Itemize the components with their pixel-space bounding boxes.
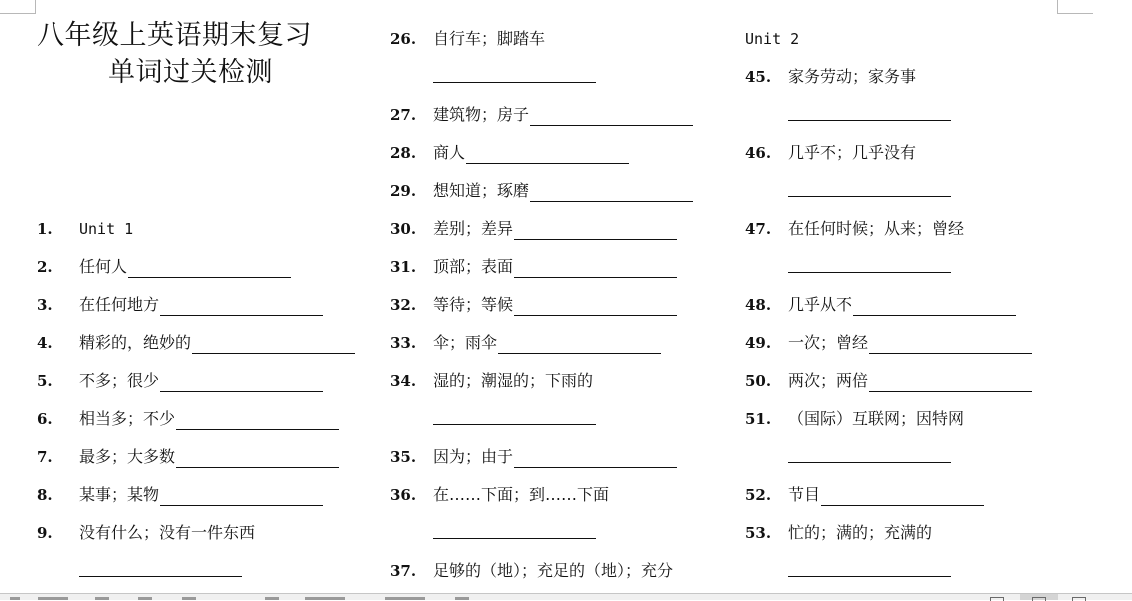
item-number: 32.: [390, 296, 417, 314]
web-layout-button[interactable]: [1060, 594, 1096, 600]
item-prompt-text: 忙的；满的；充满的: [788, 523, 933, 542]
item-prompt-text: 商人: [433, 143, 466, 162]
answer-blank[interactable]: [530, 185, 693, 202]
item-number: 27.: [390, 106, 417, 124]
unit-heading-label: [79, 218, 133, 240]
item-prompt-text: 湿的；潮湿的；下雨的: [433, 371, 594, 390]
item-prompt: [788, 484, 984, 506]
item-prompt-text: 任何人: [79, 257, 128, 276]
answer-blank[interactable]: [853, 299, 1016, 316]
item-prompt: [788, 294, 1016, 316]
item-prompt-text: 等待；等候: [433, 295, 514, 314]
item-number: 31.: [390, 258, 417, 276]
item-number: 37.: [390, 562, 417, 580]
answer-blank[interactable]: [433, 82, 596, 83]
item-prompt: [788, 218, 964, 240]
item-prompt-text: 因为；由于: [433, 447, 514, 466]
item-prompt-text: 在任何时候；从来；曾经: [788, 219, 965, 238]
answer-blank[interactable]: [466, 147, 629, 164]
item-prompt-text: （国际）互联网；因特网: [788, 409, 965, 428]
item-prompt: [79, 332, 355, 354]
item-prompt: [788, 332, 1032, 354]
item-prompt: [433, 370, 593, 392]
item-number: 53.: [745, 524, 772, 542]
answer-blank[interactable]: [530, 109, 693, 126]
item-prompt: [433, 180, 693, 202]
crop-mark-top-left-v: [35, 0, 36, 14]
item-prompt: [433, 218, 677, 240]
answer-blank[interactable]: [192, 337, 355, 354]
item-prompt-text: 建筑物；房子: [433, 105, 530, 124]
answer-blank[interactable]: [176, 413, 339, 430]
answer-blank[interactable]: [869, 375, 1032, 392]
item-prompt: [79, 522, 255, 544]
item-prompt: [433, 332, 661, 354]
answer-blank[interactable]: [433, 424, 596, 425]
item-number: 6.: [37, 410, 53, 428]
item-prompt-text: 足够的（地）；充足的（地）；充分: [433, 561, 674, 580]
print-layout-button[interactable]: [1020, 594, 1058, 600]
item-number: 29.: [390, 182, 417, 200]
item-prompt: [79, 484, 323, 506]
answer-blank[interactable]: [821, 489, 984, 506]
item-prompt: [79, 370, 323, 392]
item-number: 35.: [390, 448, 417, 466]
item-number: 47.: [745, 220, 772, 238]
read-mode-icon: [990, 597, 1004, 601]
item-prompt: [433, 484, 609, 506]
item-number: 36.: [390, 486, 417, 504]
item-number: 49.: [745, 334, 772, 352]
item-prompt: [79, 294, 323, 316]
item-prompt-text: 家务劳动；家务事: [788, 67, 917, 86]
item-number: 9.: [37, 524, 53, 542]
answer-blank[interactable]: [514, 451, 677, 468]
item-number: 1.: [37, 220, 53, 238]
item-prompt-text: 某事；某物: [79, 485, 160, 504]
item-number: 7.: [37, 448, 53, 466]
item-number: 28.: [390, 144, 417, 162]
item-number: 48.: [745, 296, 772, 314]
item-prompt: [788, 408, 964, 430]
item-number: 51.: [745, 410, 772, 428]
item-prompt-text: 自行车；脚踏车: [433, 29, 546, 48]
item-number: 34.: [390, 372, 417, 390]
item-prompt: [788, 66, 916, 88]
item-prompt-text: 想知道；琢磨: [433, 181, 530, 200]
item-prompt-text: 节目: [788, 485, 821, 504]
item-prompt: [433, 142, 629, 164]
answer-blank[interactable]: [433, 538, 596, 539]
item-prompt: [433, 256, 677, 278]
item-prompt-text: 最多；大多数: [79, 447, 176, 466]
item-number: 46.: [745, 144, 772, 162]
item-prompt-text: 几乎不；几乎没有: [788, 143, 917, 162]
answer-blank[interactable]: [514, 299, 677, 316]
print-layout-icon: [1032, 597, 1046, 601]
answer-blank[interactable]: [160, 299, 323, 316]
item-prompt: [79, 446, 339, 468]
item-number: 5.: [37, 372, 53, 390]
answer-blank[interactable]: [788, 576, 951, 577]
item-prompt-text: 一次；曾经: [788, 333, 869, 352]
answer-blank[interactable]: [514, 261, 677, 278]
item-number: 30.: [390, 220, 417, 238]
item-prompt-text: 在任何地方: [79, 295, 160, 314]
item-number: 33.: [390, 334, 417, 352]
item-prompt: [433, 104, 693, 126]
item-prompt-text: 差别；差异: [433, 219, 514, 238]
answer-blank[interactable]: [498, 337, 661, 354]
crop-mark-top-right-h: [1057, 13, 1093, 14]
unit-heading-label: Unit 2: [745, 30, 800, 48]
item-prompt-text: 没有什么；没有一件东西: [79, 523, 256, 542]
item-prompt: [433, 28, 545, 50]
item-prompt: [788, 370, 1032, 392]
item-prompt-text: 伞；雨伞: [433, 333, 498, 352]
item-prompt-text: 在……下面；到……下面: [433, 485, 610, 504]
item-number: 50.: [745, 372, 772, 390]
item-number: 3.: [37, 296, 53, 314]
item-prompt: [433, 560, 673, 582]
answer-blank[interactable]: [128, 261, 291, 278]
answer-blank[interactable]: [869, 337, 1032, 354]
item-prompt: [79, 256, 291, 278]
item-prompt: [79, 408, 339, 430]
item-prompt-text: 几乎从不: [788, 295, 853, 314]
item-prompt: [788, 142, 916, 164]
answer-blank[interactable]: [176, 451, 339, 468]
read-mode-button[interactable]: [978, 594, 1014, 600]
item-prompt-text: 精彩的，绝妙的: [79, 333, 192, 352]
item-number: 26.: [390, 30, 417, 48]
item-prompt-text: 顶部；表面: [433, 257, 514, 276]
document-subtitle: 单词过关检测: [108, 57, 273, 88]
answer-blank[interactable]: [788, 120, 951, 121]
answer-blank[interactable]: [788, 196, 951, 197]
item-number: 45.: [745, 68, 772, 86]
item-prompt-text: 不多；很少: [79, 371, 160, 390]
item-number: 4.: [37, 334, 53, 352]
answer-blank[interactable]: [160, 375, 323, 392]
item-prompt-text: Unit 1: [79, 220, 134, 238]
item-number: 8.: [37, 486, 53, 504]
answer-blank[interactable]: [514, 223, 677, 240]
item-prompt: [433, 446, 677, 468]
answer-blank[interactable]: [788, 462, 951, 463]
answer-blank[interactable]: [788, 272, 951, 273]
web-layout-icon: [1072, 597, 1086, 601]
document-title: 八年级上英语期末复习: [37, 20, 312, 51]
crop-mark-top-left-h: [0, 13, 35, 14]
item-prompt-text: 相当多；不少: [79, 409, 176, 428]
answer-blank[interactable]: [79, 576, 242, 577]
item-number: 2.: [37, 258, 53, 276]
item-prompt: [433, 294, 677, 316]
item-prompt: [788, 522, 932, 544]
answer-blank[interactable]: [160, 489, 323, 506]
crop-mark-top-right-v: [1057, 0, 1058, 14]
item-number: 52.: [745, 486, 772, 504]
item-prompt-text: 两次；两倍: [788, 371, 869, 390]
